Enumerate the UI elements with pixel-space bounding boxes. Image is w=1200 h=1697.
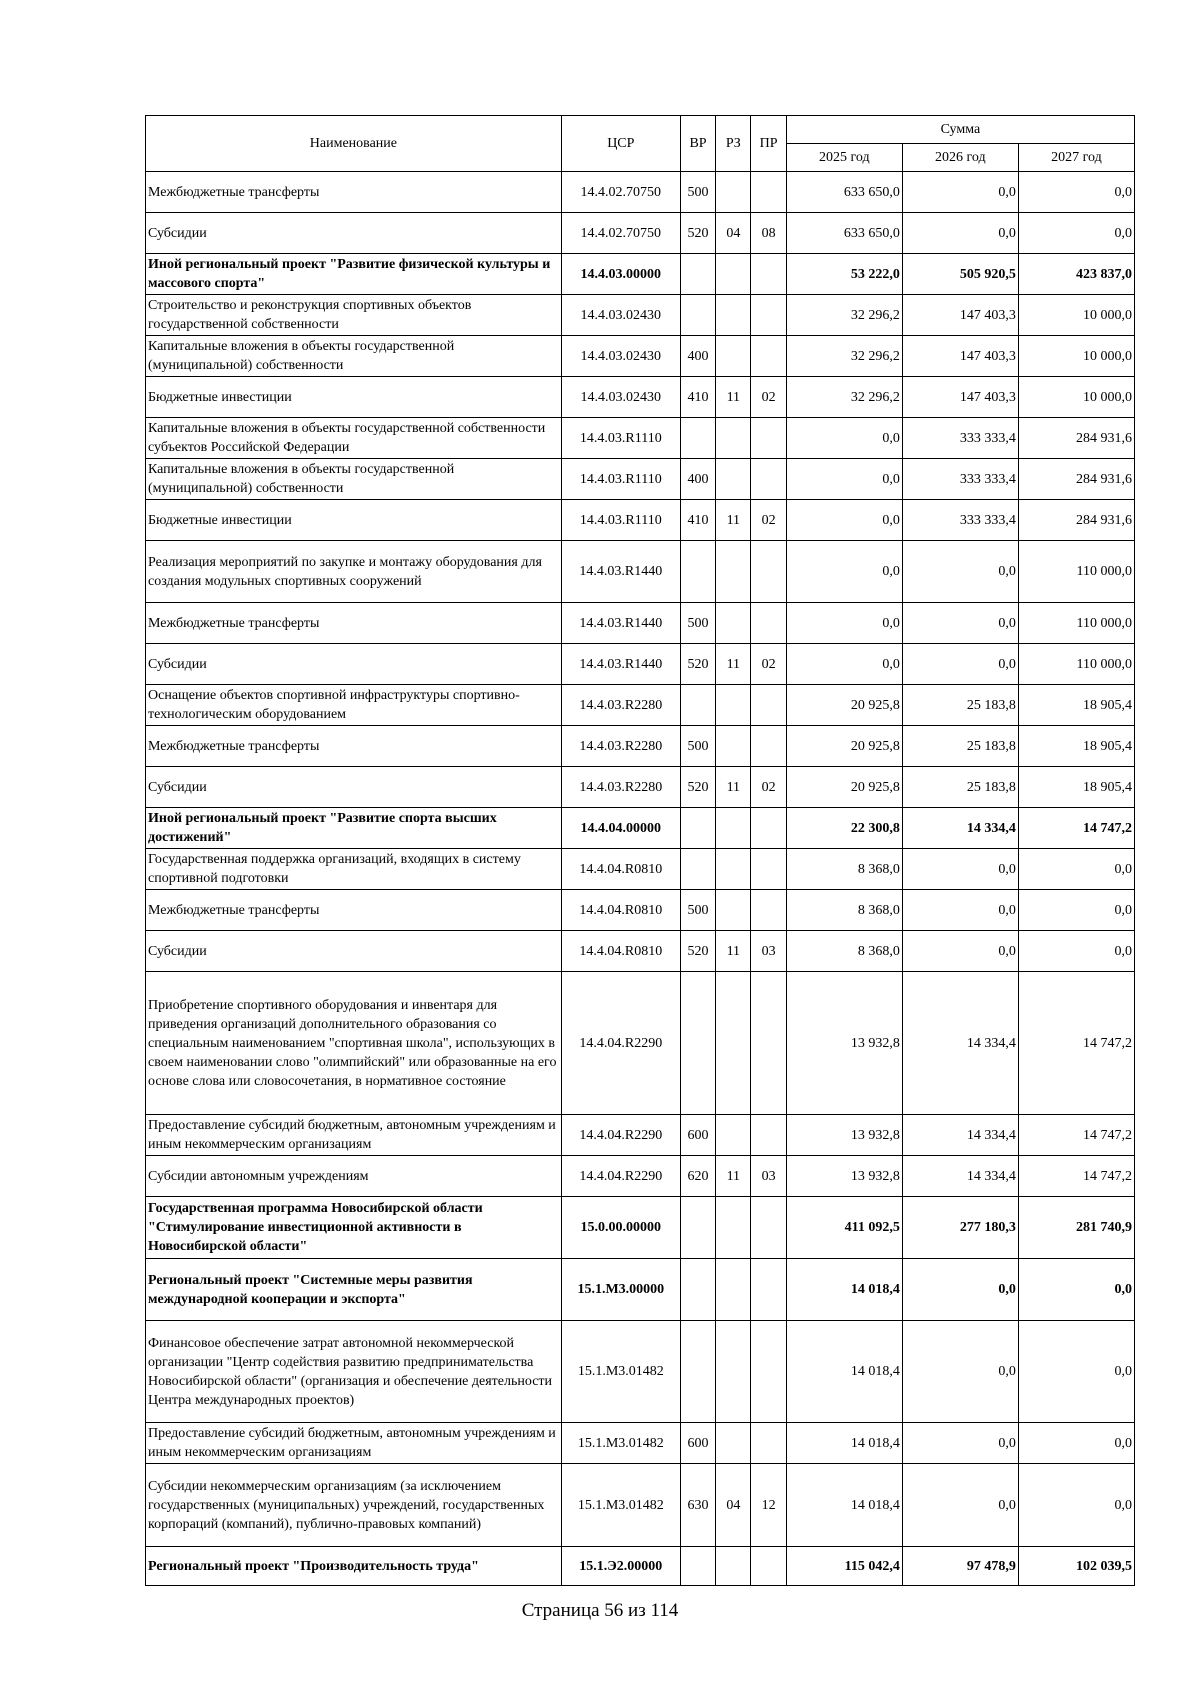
cell-sum-2027: 0,0 xyxy=(1018,849,1134,890)
cell-name: Оснащение объектов спортивной инфраструктуры спортивно-технологическим оборудованием xyxy=(146,685,562,726)
cell-sum-2026: 0,0 xyxy=(902,603,1018,644)
table-row xyxy=(146,336,1135,377)
table-row xyxy=(146,541,1135,603)
cell-rz xyxy=(716,541,751,603)
cell-rz xyxy=(716,1423,751,1464)
cell-vr: 520 xyxy=(680,931,715,972)
cell-sum-2027: 0,0 xyxy=(1018,1423,1134,1464)
cell-sum-2027: 14 747,2 xyxy=(1018,972,1134,1115)
cell-vr: 500 xyxy=(680,890,715,931)
cell-sum-2026: 505 920,5 xyxy=(902,254,1018,295)
cell-vr: 630 xyxy=(680,1464,715,1547)
cell-pr: 02 xyxy=(751,500,786,541)
cell-rz xyxy=(716,1547,751,1586)
cell-sum-2026: 0,0 xyxy=(902,644,1018,685)
cell-sum-2025: 14 018,4 xyxy=(786,1259,902,1321)
cell-sum-2025: 22 300,8 xyxy=(786,808,902,849)
cell-sum-2026: 25 183,8 xyxy=(902,685,1018,726)
cell-csr: 14.4.02.70750 xyxy=(561,172,680,213)
cell-name: Субсидии xyxy=(146,767,562,808)
table-row xyxy=(146,849,1135,890)
cell-csr: 15.1.М3.01482 xyxy=(561,1321,680,1423)
cell-csr: 14.4.04.00000 xyxy=(561,808,680,849)
cell-name: Предоставление субсидий бюджетным, автономным учреждениям и иным некоммерческим организациям xyxy=(146,1423,562,1464)
cell-sum-2025: 13 932,8 xyxy=(786,972,902,1115)
cell-sum-2025: 32 296,2 xyxy=(786,336,902,377)
page-number: Страница 56 из 114 xyxy=(521,1600,679,1621)
cell-pr xyxy=(751,849,786,890)
cell-pr xyxy=(751,808,786,849)
cell-rz xyxy=(716,1115,751,1156)
cell-rz xyxy=(716,418,751,459)
table-row xyxy=(146,1423,1135,1464)
cell-name: Иной региональный проект "Развитие спорта высших достижений" xyxy=(146,808,562,849)
header-rz: РЗ xyxy=(716,116,751,172)
cell-csr: 14.4.03.R1110 xyxy=(561,459,680,500)
cell-sum-2027: 102 039,5 xyxy=(1018,1547,1134,1586)
cell-vr xyxy=(680,254,715,295)
cell-sum-2025: 14 018,4 xyxy=(786,1464,902,1547)
cell-csr: 14.4.04.R2290 xyxy=(561,972,680,1115)
cell-pr xyxy=(751,1259,786,1321)
cell-rz xyxy=(716,808,751,849)
table-row xyxy=(146,1547,1135,1586)
cell-rz xyxy=(716,890,751,931)
cell-pr xyxy=(751,1321,786,1423)
cell-name: Субсидии xyxy=(146,644,562,685)
table-row xyxy=(146,1321,1135,1423)
cell-sum-2026: 147 403,3 xyxy=(902,295,1018,336)
cell-name: Государственная поддержка организаций, входящих в систему спортивной подготовки xyxy=(146,849,562,890)
cell-pr xyxy=(751,603,786,644)
cell-vr: 520 xyxy=(680,213,715,254)
header-sum: Сумма xyxy=(786,116,1134,144)
cell-name: Бюджетные инвестиции xyxy=(146,377,562,418)
cell-vr: 600 xyxy=(680,1423,715,1464)
cell-vr: 500 xyxy=(680,172,715,213)
cell-name: Региональный проект "Системные меры развития международной кооперации и экспорта" xyxy=(146,1259,562,1321)
cell-sum-2027: 0,0 xyxy=(1018,1321,1134,1423)
cell-rz xyxy=(716,972,751,1115)
cell-name: Строительство и реконструкция спортивных объектов государственной собственности xyxy=(146,295,562,336)
cell-rz xyxy=(716,336,751,377)
table-row xyxy=(146,808,1135,849)
cell-sum-2027: 281 740,9 xyxy=(1018,1197,1134,1259)
table-row xyxy=(146,172,1135,213)
cell-sum-2026: 0,0 xyxy=(902,541,1018,603)
cell-sum-2025: 14 018,4 xyxy=(786,1423,902,1464)
cell-sum-2027: 0,0 xyxy=(1018,1259,1134,1321)
cell-vr xyxy=(680,418,715,459)
cell-name: Межбюджетные трансферты xyxy=(146,726,562,767)
cell-pr xyxy=(751,1423,786,1464)
cell-sum-2027: 18 905,4 xyxy=(1018,685,1134,726)
cell-csr: 14.4.03.R2280 xyxy=(561,726,680,767)
cell-pr: 03 xyxy=(751,1156,786,1197)
table-row xyxy=(146,767,1135,808)
cell-name: Субсидии xyxy=(146,931,562,972)
cell-pr xyxy=(751,972,786,1115)
cell-rz: 11 xyxy=(716,377,751,418)
cell-sum-2025: 20 925,8 xyxy=(786,726,902,767)
cell-pr xyxy=(751,1197,786,1259)
cell-vr: 410 xyxy=(680,377,715,418)
table-row xyxy=(146,418,1135,459)
cell-sum-2027: 110 000,0 xyxy=(1018,644,1134,685)
cell-name: Иной региональный проект "Развитие физической культуры и массового спорта" xyxy=(146,254,562,295)
table-header xyxy=(146,116,1135,172)
table-row xyxy=(146,644,1135,685)
cell-pr xyxy=(751,418,786,459)
cell-csr: 14.4.04.R0810 xyxy=(561,931,680,972)
cell-sum-2026: 14 334,4 xyxy=(902,1156,1018,1197)
cell-csr: 14.4.04.R0810 xyxy=(561,890,680,931)
cell-rz xyxy=(716,1321,751,1423)
cell-sum-2025: 0,0 xyxy=(786,459,902,500)
cell-csr: 14.4.03.00000 xyxy=(561,254,680,295)
cell-name: Реализация мероприятий по закупке и монтажу оборудования для создания модульных спортивных сооружений xyxy=(146,541,562,603)
cell-name: Межбюджетные трансферты xyxy=(146,172,562,213)
cell-sum-2025: 633 650,0 xyxy=(786,172,902,213)
budget-table xyxy=(145,115,1135,1586)
cell-rz xyxy=(716,459,751,500)
cell-csr: 14.4.03.R2280 xyxy=(561,685,680,726)
cell-csr: 14.4.03.R2280 xyxy=(561,767,680,808)
table-row xyxy=(146,1464,1135,1547)
cell-sum-2025: 20 925,8 xyxy=(786,767,902,808)
cell-sum-2027: 0,0 xyxy=(1018,213,1134,254)
table-row xyxy=(146,972,1135,1115)
cell-sum-2027: 0,0 xyxy=(1018,931,1134,972)
cell-sum-2025: 411 092,5 xyxy=(786,1197,902,1259)
cell-vr: 500 xyxy=(680,726,715,767)
cell-pr xyxy=(751,336,786,377)
cell-sum-2026: 333 333,4 xyxy=(902,500,1018,541)
cell-sum-2027: 110 000,0 xyxy=(1018,603,1134,644)
cell-pr xyxy=(751,541,786,603)
cell-csr: 14.4.03.R1440 xyxy=(561,541,680,603)
cell-vr xyxy=(680,685,715,726)
cell-sum-2027: 14 747,2 xyxy=(1018,808,1134,849)
cell-sum-2027: 110 000,0 xyxy=(1018,541,1134,603)
cell-pr: 12 xyxy=(751,1464,786,1547)
cell-sum-2025: 32 296,2 xyxy=(786,377,902,418)
cell-sum-2026: 0,0 xyxy=(902,172,1018,213)
cell-sum-2026: 0,0 xyxy=(902,931,1018,972)
cell-sum-2026: 333 333,4 xyxy=(902,418,1018,459)
cell-pr: 03 xyxy=(751,931,786,972)
cell-sum-2026: 97 478,9 xyxy=(902,1547,1018,1586)
cell-vr xyxy=(680,972,715,1115)
cell-csr: 14.4.03.R1440 xyxy=(561,644,680,685)
cell-name: Капитальные вложения в объекты государственной собственности субъектов Российской Федерации xyxy=(146,418,562,459)
cell-sum-2025: 0,0 xyxy=(786,541,902,603)
cell-vr: 400 xyxy=(680,459,715,500)
cell-sum-2025: 14 018,4 xyxy=(786,1321,902,1423)
cell-name: Межбюджетные трансферты xyxy=(146,603,562,644)
cell-sum-2025: 53 222,0 xyxy=(786,254,902,295)
cell-csr: 14.4.04.R0810 xyxy=(561,849,680,890)
cell-vr: 410 xyxy=(680,500,715,541)
cell-sum-2027: 284 931,6 xyxy=(1018,418,1134,459)
cell-sum-2027: 10 000,0 xyxy=(1018,295,1134,336)
cell-name: Предоставление субсидий бюджетным, автономным учреждениям и иным некоммерческим организациям xyxy=(146,1115,562,1156)
cell-pr xyxy=(751,172,786,213)
cell-vr xyxy=(680,295,715,336)
cell-sum-2026: 0,0 xyxy=(902,1423,1018,1464)
cell-sum-2026: 0,0 xyxy=(902,1259,1018,1321)
cell-sum-2026: 0,0 xyxy=(902,849,1018,890)
cell-rz xyxy=(716,726,751,767)
table-row xyxy=(146,685,1135,726)
cell-sum-2027: 10 000,0 xyxy=(1018,377,1134,418)
cell-vr: 520 xyxy=(680,767,715,808)
cell-sum-2025: 0,0 xyxy=(786,500,902,541)
cell-csr: 14.4.03.R1110 xyxy=(561,418,680,459)
cell-csr: 14.4.03.R1440 xyxy=(561,603,680,644)
table-row xyxy=(146,603,1135,644)
header-year-2027: 2027 год xyxy=(1018,144,1134,172)
cell-rz xyxy=(716,685,751,726)
cell-sum-2026: 0,0 xyxy=(902,213,1018,254)
cell-sum-2025: 20 925,8 xyxy=(786,685,902,726)
table-row xyxy=(146,1115,1135,1156)
table-row xyxy=(146,1259,1135,1321)
cell-sum-2025: 8 368,0 xyxy=(786,931,902,972)
cell-pr: 02 xyxy=(751,377,786,418)
cell-sum-2025: 0,0 xyxy=(786,644,902,685)
cell-rz xyxy=(716,172,751,213)
table-row xyxy=(146,500,1135,541)
cell-pr xyxy=(751,685,786,726)
cell-pr xyxy=(751,726,786,767)
table-row xyxy=(146,890,1135,931)
cell-rz: 04 xyxy=(716,213,751,254)
cell-rz: 04 xyxy=(716,1464,751,1547)
cell-pr xyxy=(751,459,786,500)
cell-sum-2026: 25 183,8 xyxy=(902,767,1018,808)
cell-sum-2025: 633 650,0 xyxy=(786,213,902,254)
header-csr: ЦСР xyxy=(561,116,680,172)
table-row xyxy=(146,459,1135,500)
cell-csr: 14.4.03.R1110 xyxy=(561,500,680,541)
cell-csr: 15.1.М3.01482 xyxy=(561,1423,680,1464)
cell-csr: 14.4.04.R2290 xyxy=(561,1156,680,1197)
cell-sum-2026: 333 333,4 xyxy=(902,459,1018,500)
cell-pr: 08 xyxy=(751,213,786,254)
cell-pr: 02 xyxy=(751,644,786,685)
cell-sum-2026: 0,0 xyxy=(902,1321,1018,1423)
cell-csr: 14.4.03.02430 xyxy=(561,336,680,377)
cell-sum-2027: 0,0 xyxy=(1018,890,1134,931)
cell-rz: 11 xyxy=(716,500,751,541)
cell-name: Субсидии автономным учреждениям xyxy=(146,1156,562,1197)
cell-sum-2025: 0,0 xyxy=(786,603,902,644)
cell-name: Региональный проект "Производительность труда" xyxy=(146,1547,562,1586)
cell-vr xyxy=(680,541,715,603)
cell-sum-2027: 14 747,2 xyxy=(1018,1115,1134,1156)
cell-sum-2025: 115 042,4 xyxy=(786,1547,902,1586)
cell-rz xyxy=(716,254,751,295)
table-row xyxy=(146,931,1135,972)
cell-sum-2027: 14 747,2 xyxy=(1018,1156,1134,1197)
header-year-2026: 2026 год xyxy=(902,144,1018,172)
cell-name: Межбюджетные трансферты xyxy=(146,890,562,931)
cell-csr: 14.4.02.70750 xyxy=(561,213,680,254)
cell-csr: 15.1.М3.00000 xyxy=(561,1259,680,1321)
cell-vr: 500 xyxy=(680,603,715,644)
cell-sum-2025: 32 296,2 xyxy=(786,295,902,336)
cell-name: Субсидии некоммерческим организациям (за исключением государственных (муниципальных) учреждений, государственных корпораций (компаний), публично-правовых компаний) xyxy=(146,1464,562,1547)
cell-vr: 600 xyxy=(680,1115,715,1156)
cell-vr xyxy=(680,1259,715,1321)
cell-rz xyxy=(716,1197,751,1259)
cell-sum-2027: 18 905,4 xyxy=(1018,726,1134,767)
table-row xyxy=(146,1156,1135,1197)
cell-vr: 400 xyxy=(680,336,715,377)
table-row xyxy=(146,1197,1135,1259)
table-body xyxy=(146,172,1135,1586)
cell-rz: 11 xyxy=(716,1156,751,1197)
cell-sum-2026: 14 334,4 xyxy=(902,808,1018,849)
cell-vr xyxy=(680,808,715,849)
cell-sum-2026: 0,0 xyxy=(902,1464,1018,1547)
cell-pr xyxy=(751,1115,786,1156)
table-row xyxy=(146,295,1135,336)
table-row xyxy=(146,726,1135,767)
cell-pr xyxy=(751,890,786,931)
cell-vr xyxy=(680,849,715,890)
cell-sum-2027: 0,0 xyxy=(1018,1464,1134,1547)
cell-sum-2026: 277 180,3 xyxy=(902,1197,1018,1259)
cell-pr xyxy=(751,254,786,295)
cell-rz xyxy=(716,849,751,890)
cell-sum-2025: 13 932,8 xyxy=(786,1115,902,1156)
cell-name: Финансовое обеспечение затрат автономной некоммерческой организации "Центр содействия развитию предпринимательства Новосибирской области" (организация и обеспечение деятельности Центра международных проектов) xyxy=(146,1321,562,1423)
cell-name: Бюджетные инвестиции xyxy=(146,500,562,541)
cell-pr: 02 xyxy=(751,767,786,808)
cell-sum-2026: 14 334,4 xyxy=(902,1115,1018,1156)
table-row xyxy=(146,213,1135,254)
cell-sum-2025: 8 368,0 xyxy=(786,849,902,890)
cell-sum-2025: 0,0 xyxy=(786,418,902,459)
cell-vr xyxy=(680,1321,715,1423)
cell-name: Государственная программа Новосибирской области "Стимулирование инвестиционной активности в Новосибирской области" xyxy=(146,1197,562,1259)
cell-csr: 14.4.04.R2290 xyxy=(561,1115,680,1156)
cell-sum-2025: 8 368,0 xyxy=(786,890,902,931)
cell-vr xyxy=(680,1547,715,1586)
cell-sum-2027: 18 905,4 xyxy=(1018,767,1134,808)
header-vr: ВР xyxy=(680,116,715,172)
cell-csr: 15.0.00.00000 xyxy=(561,1197,680,1259)
cell-pr xyxy=(751,295,786,336)
cell-sum-2026: 14 334,4 xyxy=(902,972,1018,1115)
cell-vr: 620 xyxy=(680,1156,715,1197)
cell-rz: 11 xyxy=(716,767,751,808)
table-row xyxy=(146,254,1135,295)
cell-rz: 11 xyxy=(716,644,751,685)
cell-sum-2027: 284 931,6 xyxy=(1018,500,1134,541)
cell-sum-2027: 284 931,6 xyxy=(1018,459,1134,500)
cell-vr: 520 xyxy=(680,644,715,685)
cell-pr xyxy=(751,1547,786,1586)
cell-sum-2026: 25 183,8 xyxy=(902,726,1018,767)
cell-csr: 14.4.03.02430 xyxy=(561,377,680,418)
cell-sum-2026: 0,0 xyxy=(902,890,1018,931)
cell-name: Капитальные вложения в объекты государственной (муниципальной) собственности xyxy=(146,459,562,500)
header-name: Наименование xyxy=(146,116,562,172)
cell-name: Субсидии xyxy=(146,213,562,254)
cell-sum-2027: 10 000,0 xyxy=(1018,336,1134,377)
cell-rz xyxy=(716,603,751,644)
cell-csr: 15.1.М3.01482 xyxy=(561,1464,680,1547)
table-row xyxy=(146,377,1135,418)
cell-name: Капитальные вложения в объекты государственной (муниципальной) собственности xyxy=(146,336,562,377)
cell-sum-2027: 423 837,0 xyxy=(1018,254,1134,295)
cell-vr xyxy=(680,1197,715,1259)
cell-sum-2026: 147 403,3 xyxy=(902,336,1018,377)
header-pr: ПР xyxy=(751,116,786,172)
cell-rz xyxy=(716,1259,751,1321)
cell-sum-2025: 13 932,8 xyxy=(786,1156,902,1197)
cell-sum-2027: 0,0 xyxy=(1018,172,1134,213)
cell-rz: 11 xyxy=(716,931,751,972)
cell-csr: 15.1.Э2.00000 xyxy=(561,1547,680,1586)
cell-name: Приобретение спортивного оборудования и инвентаря для приведения организаций дополнительного образования со специальным наименованием "спортивная школа", использующих в своем наименовании слово "олимпийский" или образованные на его основе слова или словосочетания, в нормативное состояние xyxy=(146,972,562,1115)
cell-sum-2026: 147 403,3 xyxy=(902,377,1018,418)
cell-rz xyxy=(716,295,751,336)
cell-csr: 14.4.03.02430 xyxy=(561,295,680,336)
header-year-2025: 2025 год xyxy=(786,144,902,172)
